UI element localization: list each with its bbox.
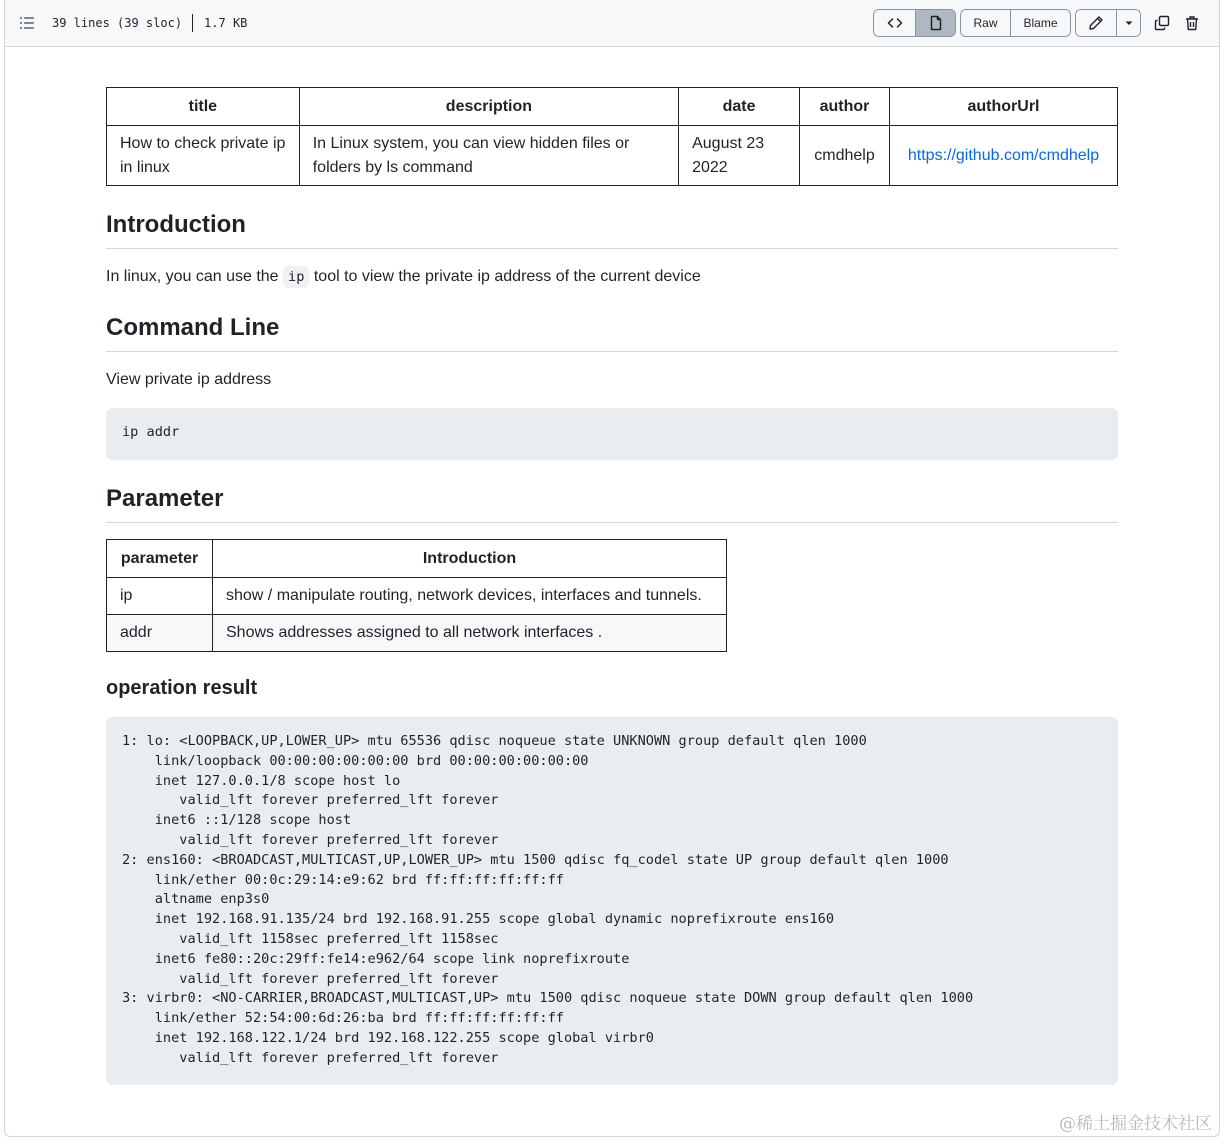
intro-text-after: tool to view the private ip address of the current device	[313, 268, 701, 285]
lines-count: 39 lines (39 sloc)	[52, 16, 183, 30]
command-line-paragraph: View private ip address	[106, 371, 272, 388]
command-line-heading: Command Line	[106, 313, 1118, 352]
table-row	[107, 126, 1118, 186]
table-row	[107, 615, 727, 652]
code-view-button[interactable]	[874, 10, 915, 36]
edit-button[interactable]	[1076, 10, 1116, 36]
command-code-block: ip addr	[106, 408, 1118, 460]
file-header	[4, 0, 1220, 47]
operation-result-code-block: 1: lo: <LOOPBACK,UP,LOWER_UP> mtu 65536 qdisc noqueue state UNKNOWN group default qlen 1000 link/loopback 00:00:00:00:00:00 brd 00:00:00:00:00:00 inet 127.0.0.1/8 scope host lo valid_lft forever preferred_lft forever inet6 ::1/128 scope host valid_lft forever preferred_lft forever 2: ens160: <BROADCAST,MULTICAST,UP,LOWER_UP> mtu 1500 qdisc fq_codel state UP group default qlen 1000 link/ether 00:0c:29:14:e9:62 brd ff:ff:ff:ff:ff:ff altname enp3s0 inet 192.168.91.135/24 brd 192.168.91.255 scope global dynamic noprefixroute ens160 valid_lft 1158sec preferred_lft 1158sec inet6 fe80::20c:29ff:fe14:e962/64 scope link noprefixroute valid_lft forever preferred_lft forever 3: virbr0: <NO-CARRIER,BROADCAST,MULTICAST,UP> mtu 1500 qdisc noqueue state DOWN group default qlen 1000 link/ether 52:54:00:6d:26:ba brd ff:ff:ff:ff:ff:ff inet 192.168.122.1/24 brd 192.168.122.255 scope global virbr0 valid_lft forever preferred_lft forever	[106, 717, 1118, 1085]
cell-description: In Linux system, you can view hidden files or folders by ls command	[299, 126, 678, 186]
file-icon	[928, 15, 944, 31]
copy-icon	[1154, 15, 1170, 31]
header-description: description	[299, 88, 678, 126]
triangle-down-icon	[1124, 18, 1134, 28]
cell-title: How to check private ip in linux	[107, 126, 300, 186]
header-date: date	[679, 88, 800, 126]
parameter-table	[106, 539, 727, 652]
raw-button[interactable]: Raw	[961, 10, 1010, 36]
file-info	[19, 14, 247, 32]
header-parameter: parameter	[107, 540, 213, 578]
cell-introduction: show / manipulate routing, network devices, interfaces and tunnels.	[213, 578, 727, 615]
markdown-body	[106, 87, 1118, 1085]
preview-button[interactable]	[915, 10, 955, 36]
file-toolbar	[873, 9, 1207, 37]
introduction-paragraph	[106, 265, 1118, 289]
operation-result-heading: operation result	[106, 677, 258, 699]
view-mode-toggle	[873, 9, 956, 37]
cell-introduction: Shows addresses assigned to all network interfaces .	[213, 615, 727, 652]
cell-author-url	[889, 126, 1117, 186]
divider	[192, 14, 193, 32]
edit-group	[1075, 9, 1141, 37]
raw-blame-group	[960, 9, 1071, 37]
header-author-url: authorUrl	[889, 88, 1117, 126]
header-author: author	[800, 88, 890, 126]
cell-parameter: addr	[107, 615, 213, 652]
trash-icon	[1184, 15, 1200, 31]
watermark: @稀土掘金技术社区	[1059, 1114, 1212, 1134]
delete-button[interactable]	[1177, 9, 1207, 37]
file-size: 1.7 KB	[204, 16, 248, 30]
front-matter-table	[106, 87, 1118, 186]
header-introduction: Introduction	[213, 540, 727, 578]
cell-date: August 23 2022	[679, 126, 800, 186]
blame-button[interactable]: Blame	[1010, 10, 1070, 36]
cell-author: cmdhelp	[800, 126, 890, 186]
edit-dropdown-button[interactable]	[1116, 10, 1140, 36]
introduction-heading: Introduction	[106, 210, 1118, 249]
code-icon	[887, 15, 903, 31]
inline-code-ip: ip	[283, 266, 309, 288]
author-url-link[interactable]: https://github.com/cmdhelp	[907, 146, 1100, 164]
table-row	[107, 578, 727, 615]
list-unordered-icon[interactable]	[19, 15, 35, 31]
copy-button[interactable]	[1147, 9, 1177, 37]
pencil-icon	[1088, 15, 1104, 31]
parameter-heading: Parameter	[106, 484, 1118, 523]
intro-text-before: In linux, you can use the	[106, 268, 279, 285]
cell-parameter: ip	[107, 578, 213, 615]
header-title: title	[107, 88, 300, 126]
